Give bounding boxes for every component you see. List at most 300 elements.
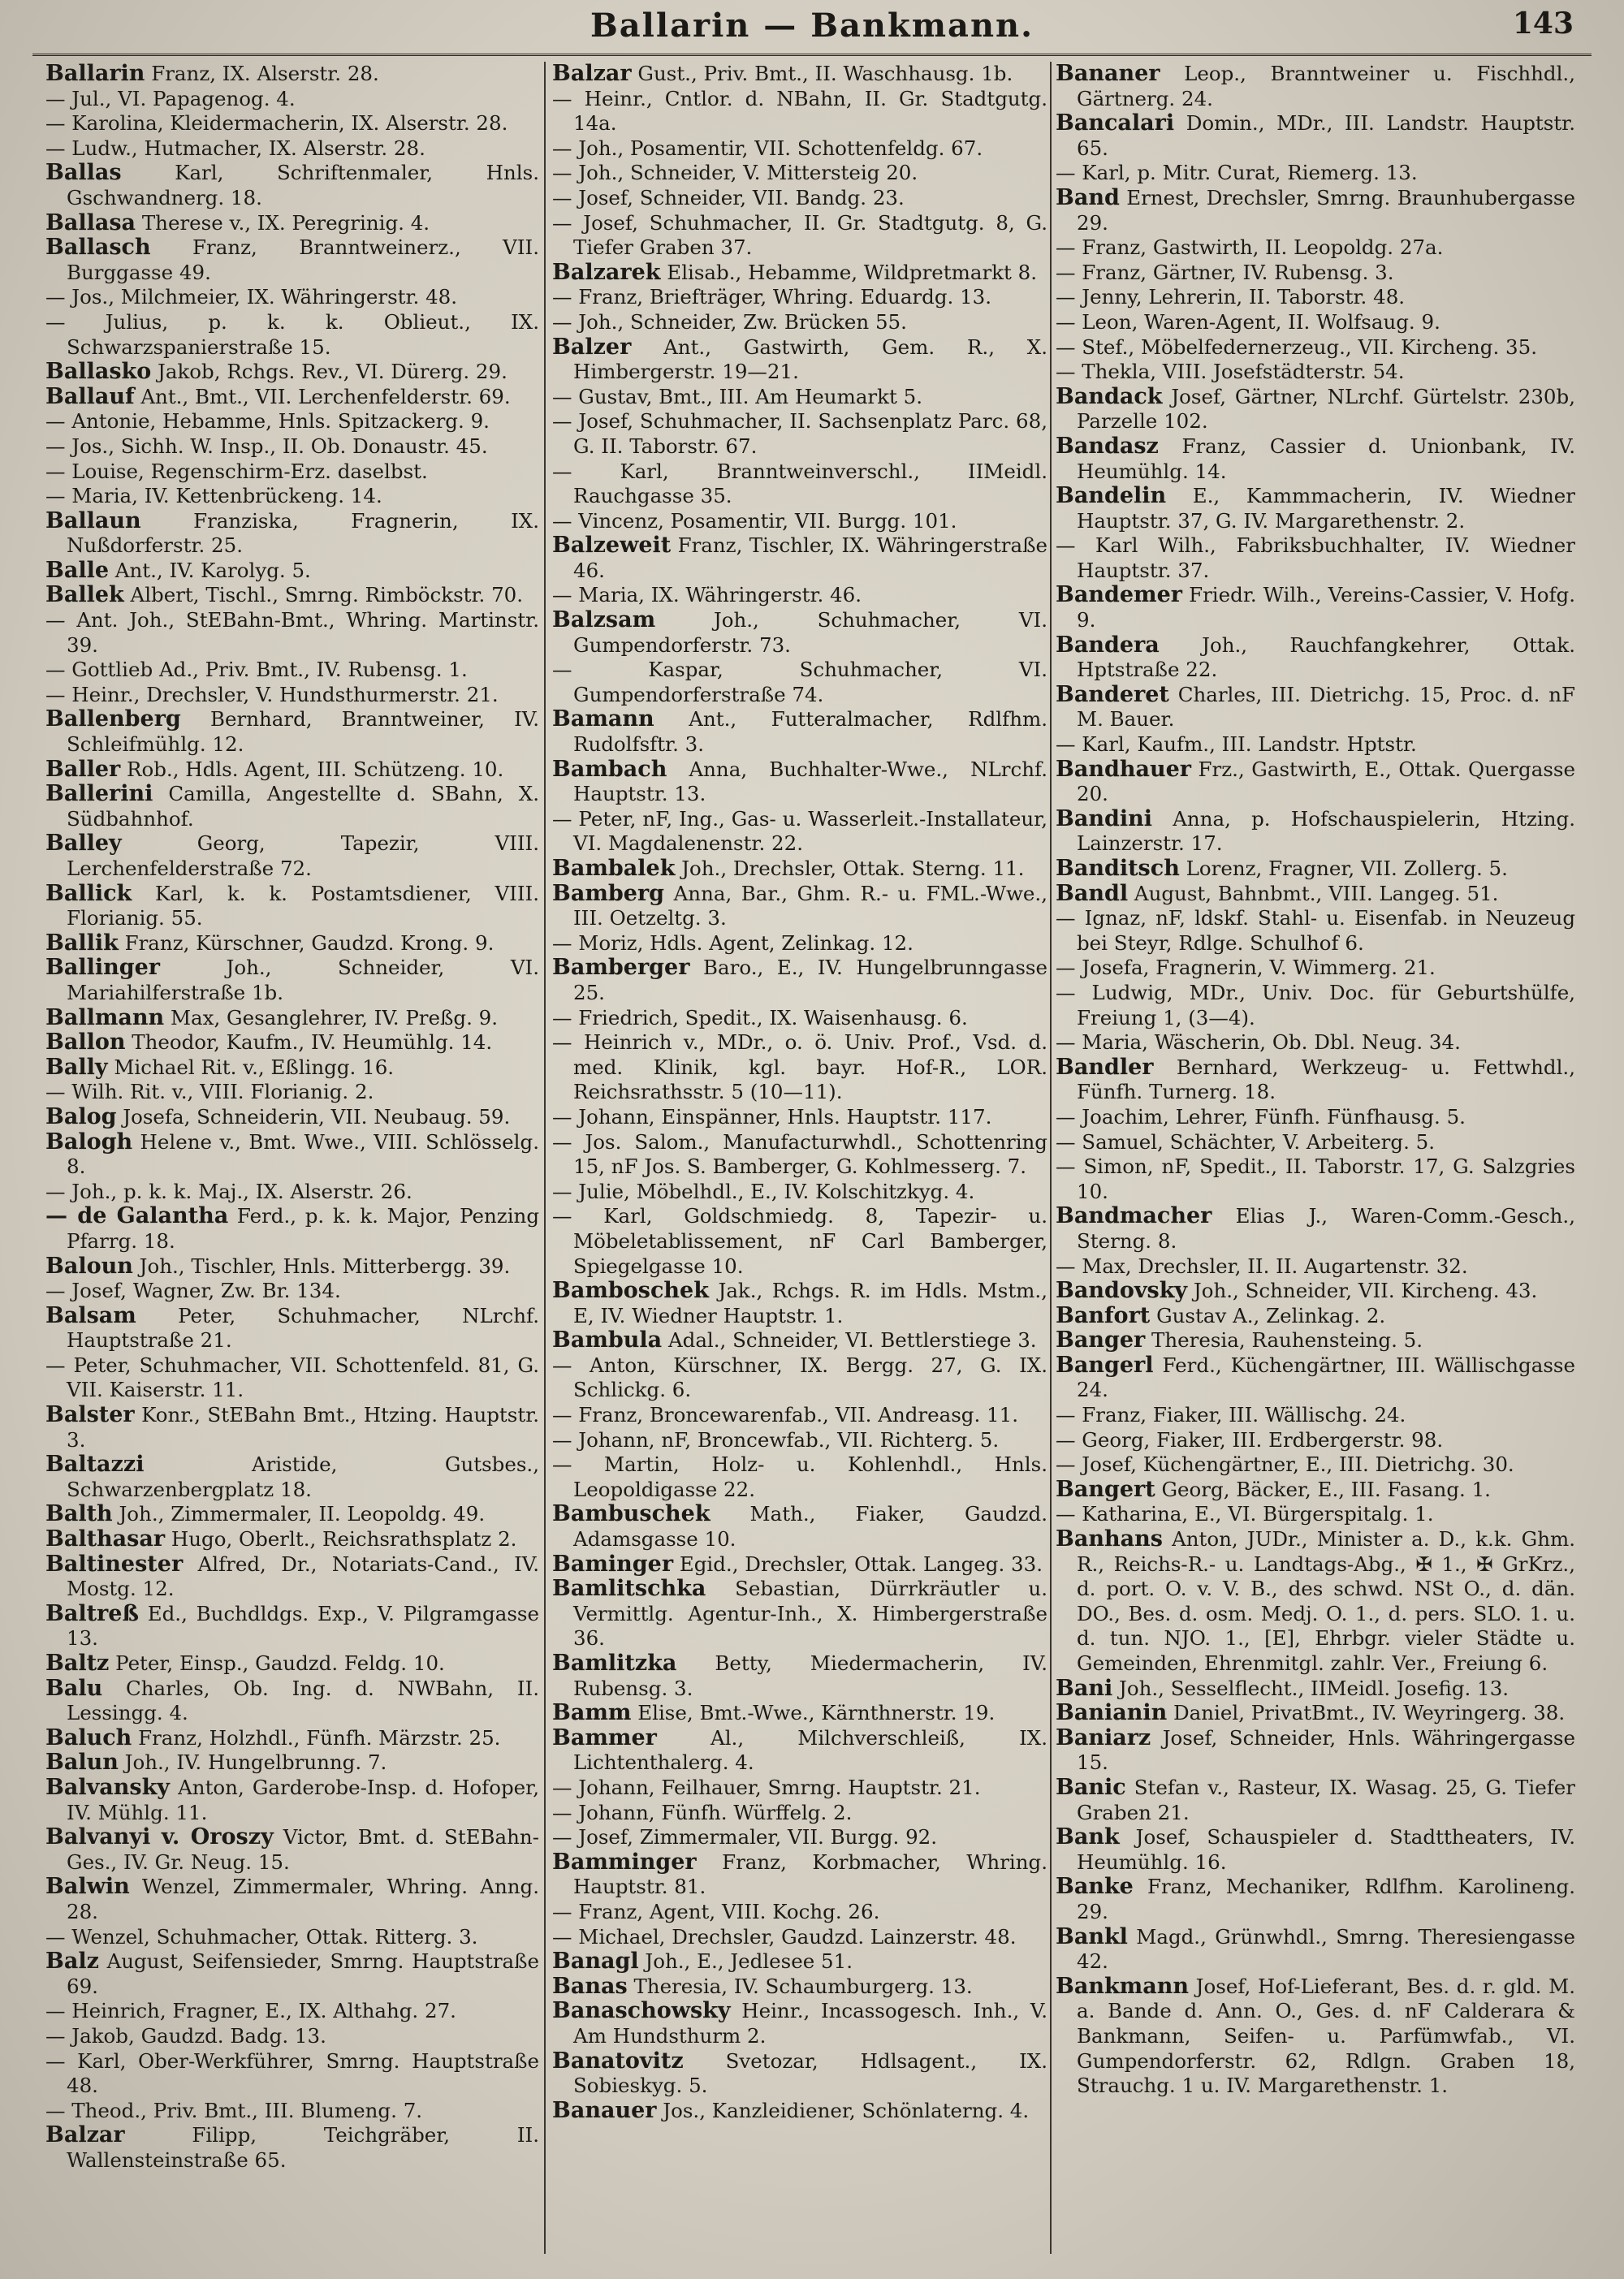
- directory-entry: [552, 707, 1047, 757]
- entry-surname: Balzarek: [552, 259, 661, 285]
- entry-details: — Joh., Posamentir, VII. Schottenfeldg. 67.: [552, 136, 983, 160]
- entry-details: — Ignaz, nF, ldskf. Stahl- u. Eisenfab. in Neuzeug bei Steyr, Rdlge. Schulhof 6.: [1056, 906, 1575, 955]
- entry-surname: Balogh: [45, 1129, 133, 1155]
- entry-surname: Baltinester: [45, 1551, 184, 1577]
- directory-entry: [1056, 583, 1575, 632]
- entry-details: — Theod., Priv. Bmt., III. Blumeng. 7.: [45, 2098, 423, 2122]
- column-2: [552, 62, 1047, 2254]
- directory-entry: [45, 460, 539, 485]
- entry-details: Jos., Kanzleidiener, Schönlaterng. 4.: [656, 2098, 1030, 2122]
- directory-entry: [552, 509, 1047, 534]
- entry-surname: Bandmacher: [1056, 1203, 1212, 1229]
- entry-details: — Heinr., Drechsler, V. Hundsthurmerstr. 21.: [45, 682, 499, 706]
- entry-details: Daniel, PrivatBmt., IV. Weyringerg. 38.: [1167, 1701, 1566, 1725]
- entry-details: — Heinrich v., MDr., o. ö. Univ. Prof., Vsd. d. med. Klinik, kgl. bayr. Hof-R., LOR. Reichsrathsstr. 5 (10—11).: [552, 1030, 1047, 1104]
- entry-details: Joh., IV. Hungelbrunng. 7.: [118, 1750, 387, 1775]
- entry-details: — Ludwig, MDr., Univ. Doc. für Geburtshülfe, Freiung 1, (3—4).: [1056, 980, 1575, 1029]
- directory-entry: [45, 882, 539, 931]
- entry-details: Elisab., Hebamme, Wildpretmarkt 8.: [660, 260, 1038, 284]
- entry-surname: Banfort: [1056, 1302, 1151, 1328]
- directory-entry: [45, 310, 539, 360]
- entry-details: — Karl Wilh., Fabriksbuchhalter, IV. Wiedner Hauptstr. 37.: [1056, 533, 1575, 582]
- entry-surname: Baminger: [552, 1551, 674, 1577]
- directory-entry: [1056, 111, 1575, 161]
- entry-surname: Bambuschek: [552, 1501, 710, 1527]
- directory-entry: [1056, 981, 1575, 1030]
- entry-details: — Johann, Feilhauer, Smrng. Hauptstr. 21.: [552, 1775, 981, 1799]
- entry-details: Alfred, Dr., Notariats-Cand., IV. Mostg. 12.: [67, 1552, 539, 1601]
- directory-entry: [552, 1801, 1047, 1826]
- directory-entry: [1056, 1701, 1575, 1726]
- directory-entry: [552, 758, 1047, 807]
- entry-details: — Simon, nF, Spedit., II. Taborstr. 17, G. Salzgries 10.: [1056, 1155, 1575, 1203]
- directory-entry: [45, 1825, 539, 1875]
- entry-details: E., Kammmacherin, IV. Wiedner Hauptstr. 37, G. IV. Margarethenstr. 2.: [1077, 484, 1575, 533]
- entry-details: — Maria, Wäscherin, Ob. Dbl. Neug. 34.: [1056, 1030, 1461, 1055]
- directory-entry: [1056, 1055, 1575, 1105]
- header-rule: [32, 54, 1592, 56]
- entry-surname: Ballasch: [45, 235, 151, 261]
- entry-details: Theodor, Kaufm., IV. Heumühlg. 14.: [125, 1030, 493, 1055]
- entry-surname: Balzeweit: [552, 533, 672, 559]
- entry-surname: Balvanyi v. Oroszy: [45, 1824, 274, 1850]
- entry-details: — Joachim, Lehrer, Fünfh. Fünfhausg. 5.: [1056, 1104, 1466, 1129]
- entry-surname: Balley: [45, 831, 122, 857]
- directory-entry: [1056, 1304, 1575, 1329]
- entry-surname: Balster: [45, 1402, 135, 1428]
- directory-entry: [1056, 533, 1575, 583]
- directory-entry: [552, 1180, 1047, 1205]
- directory-entry: [45, 1776, 539, 1825]
- entry-details: — Julius, p. k. k. Oblieut., IX. Schwarzspanierstraße 15.: [45, 309, 539, 359]
- directory-entry: [552, 1428, 1047, 1453]
- directory-entry: [45, 1304, 539, 1353]
- entry-surname: Banditsch: [1056, 856, 1180, 881]
- directory-entry: [1056, 1452, 1575, 1478]
- directory-entry: [552, 1452, 1047, 1502]
- directory-entry: [45, 2049, 539, 2099]
- entry-surname: Bamboschek: [552, 1278, 709, 1304]
- entry-surname: Bandovsky: [1056, 1278, 1188, 1304]
- directory-entry: [1056, 1204, 1575, 1254]
- entry-details: — Jos., Sichh. W. Insp., II. Ob. Donaustr. 45.: [45, 434, 488, 458]
- directory-entry: [45, 111, 539, 136]
- directory-entry: [1056, 1030, 1575, 1055]
- entry-details: — Friedrich, Spedit., IX. Waisenhausg. 6.: [552, 1005, 968, 1029]
- directory-entry: [45, 583, 539, 608]
- entry-details: Max, Gesanglehrer, IV. Preßg. 9.: [164, 1005, 499, 1029]
- entry-details: — Katharina, E., VI. Bürgerspitalg. 1.: [1056, 1502, 1434, 1526]
- directory-entry: [552, 1105, 1047, 1130]
- entry-details: Anna, Buchhalter-Wwe., NLrchf. Hauptstr. 13.: [573, 757, 1047, 806]
- entry-details: Karl, k. k. Postamtsdiener, VIII. Florianig. 55.: [67, 881, 539, 930]
- entry-surname: Ballas: [45, 160, 122, 186]
- entry-details: Theresia, Rauhensteing. 5.: [1145, 1328, 1423, 1353]
- directory-entry: [1056, 385, 1575, 434]
- entry-details: Adal., Schneider, VI. Bettlerstiege 3.: [662, 1328, 1037, 1353]
- entry-details: — Peter, Schuhmacher, VII. Schottenfeld. 81, G. VII. Kaiserstr. 11.: [45, 1353, 539, 1402]
- entry-details: — Gustav, Bmt., III. Am Heumarkt 5.: [552, 384, 922, 408]
- entry-details: Joh., Schuhmacher, VI. Gumpendorferstr. 73.: [573, 608, 1047, 657]
- directory-entry: [552, 583, 1047, 608]
- entry-details: Ant., IV. Karolyg. 5.: [109, 558, 311, 582]
- entry-details: — Jul., VI. Papagenog. 4.: [45, 86, 296, 110]
- entry-details: — Franz, Agent, VIII. Kochg. 26.: [552, 1899, 880, 1923]
- directory-entry: [552, 1975, 1047, 2000]
- directory-entry: [1056, 310, 1575, 335]
- directory-entry: [1056, 1155, 1575, 1204]
- directory-entry: [45, 1403, 539, 1452]
- directory-entry: [1056, 161, 1575, 186]
- directory-entry: [45, 1602, 539, 1651]
- entry-surname: Ballek: [45, 582, 124, 608]
- entry-details: — Samuel, Schächter, V. Arbeiterg. 5.: [1056, 1129, 1436, 1154]
- entry-details: — Karl, Branntweinverschl., IIMeidl. Rauchgasse 35.: [552, 459, 1047, 508]
- entry-details: Ferd., Küchengärtner, III. Wällischgasse 24.: [1077, 1353, 1575, 1402]
- directory-entry: [45, 1999, 539, 2024]
- entry-details: Betty, Miedermacherin, IV. Rubensg. 3.: [573, 1651, 1047, 1700]
- entry-surname: Ballasa: [45, 209, 136, 235]
- entry-details: Franziska, Fragnerin, IX. Nußdorferstr. 25.: [67, 508, 539, 558]
- page-number: 143: [1512, 6, 1574, 41]
- directory-entry: [45, 385, 539, 410]
- entry-details: — Josef, Zimmermaler, VII. Burgg. 92.: [552, 1825, 938, 1850]
- entry-details: — Max, Drechsler, II. II. Augartenstr. 32.: [1056, 1254, 1468, 1278]
- entry-details: Joh., Tischler, Hnls. Mitterbergg. 39.: [132, 1254, 511, 1278]
- entry-details: August, Seifensieder, Smrng. Hauptstraße 69.: [67, 1949, 539, 1998]
- entry-details: Camilla, Angestellte d. SBahn, X. Südbahnhof.: [67, 782, 539, 831]
- directory-entry: [45, 211, 539, 236]
- directory-entry: [552, 285, 1047, 310]
- entry-details: — Maria, IV. Kettenbrückeng. 14.: [45, 484, 382, 508]
- entry-details: Lorenz, Fragner, VII. Zollerg. 5.: [1179, 857, 1508, 880]
- entry-details: Anton, Garderobe-Insp. d. Hofoper, IV. Mühlg. 11.: [67, 1775, 539, 1824]
- directory-entry: [45, 285, 539, 310]
- entry-surname: Bani: [1056, 1675, 1113, 1701]
- entry-details: Egid., Drechsler, Ottak. Langeg. 33.: [673, 1552, 1043, 1576]
- directory-entry: [1056, 633, 1575, 683]
- directory-entry: [552, 807, 1047, 857]
- directory-entry: [552, 956, 1047, 1005]
- entry-details: Joh., Rauchfangkehrer, Ottak. Hptstraße 22.: [1077, 632, 1575, 682]
- entry-details: — Louise, Regenschirm-Erz. daselbst.: [45, 459, 428, 483]
- entry-details: Aristide, Gutsbes., Schwarzenbergplatz 18.: [67, 1452, 539, 1501]
- directory-entry: [552, 1030, 1047, 1105]
- directory-entry: [1056, 1776, 1575, 1825]
- entry-surname: Balz: [45, 1949, 99, 1975]
- entry-details: Anna, p. Hofschauspielerin, Htzing. Lainzerstr. 17.: [1077, 806, 1575, 856]
- directory-entry: [45, 956, 539, 1005]
- entry-surname: Balog: [45, 1103, 117, 1129]
- directory-entry: [1056, 1502, 1575, 1527]
- directory-entry: [45, 1527, 539, 1552]
- entry-details: Ant., Futteralmacher, Rdlfhm. Rudolfsftr. 3.: [573, 707, 1047, 757]
- entry-surname: Baltreß: [45, 1600, 139, 1626]
- entry-surname: Ballik: [45, 930, 119, 956]
- entry-details: — Josef, Küchengärtner, E., III. Dietrichg. 30.: [1056, 1452, 1514, 1477]
- entry-details: — Karolina, Kleidermacherin, IX. Alserstr. 28.: [45, 111, 508, 136]
- entry-details: — Leon, Waren-Agent, II. Wolfsaug. 9.: [1056, 309, 1440, 334]
- entry-surname: Ballaun: [45, 507, 141, 533]
- directory-entry: [552, 2049, 1047, 2099]
- entry-details: Franz, IX. Alserstr. 28.: [145, 62, 379, 85]
- directory-entry: [1056, 285, 1575, 310]
- entry-details: Domin., MDr., III. Landstr. Hauptstr. 65.: [1077, 111, 1575, 160]
- entry-details: Josef, Schauspieler d. Stadttheaters, IV. Heumühlg. 16.: [1077, 1825, 1575, 1874]
- directory-entry: [1056, 956, 1575, 981]
- entry-surname: Bandini: [1056, 805, 1152, 831]
- entry-details: — Jos. Salom., Manufacturwhdl., Schottenring 15, nF Jos. S. Bamberger, G. Kohlmesserg. 7.: [552, 1129, 1047, 1179]
- entry-details: — Kaspar, Schuhmacher, VI. Gumpendorferstraße 74.: [552, 658, 1047, 706]
- entry-surname: Bananer: [1056, 62, 1160, 86]
- directory-entry: [552, 261, 1047, 286]
- directory-entry: [552, 1006, 1047, 1031]
- entry-details: Ernest, Drechsler, Smrng. Braunhubergasse 29.: [1077, 185, 1575, 235]
- entry-surname: Baltz: [45, 1651, 110, 1676]
- directory-entry: [45, 831, 539, 881]
- directory-entry: [1056, 1875, 1575, 1924]
- directory-entry: [552, 1825, 1047, 1850]
- directory-entry: [552, 1552, 1047, 1578]
- directory-entry: [45, 1925, 539, 1950]
- entry-surname: Bangerl: [1056, 1352, 1154, 1378]
- entry-details: Peter, Schuhmacher, NLrchf. Hauptstraße 21.: [67, 1303, 539, 1353]
- entry-details: August, Bahnbmt., VIII. Langeg. 51.: [1128, 881, 1499, 905]
- directory-entry: [552, 211, 1047, 261]
- directory-entry: [45, 608, 539, 658]
- column-3: [1056, 62, 1575, 2254]
- entry-details: — Karl, Goldschmiedg. 8, Tapezir- u. Möbeletablissement, nF Carl Bamberger, Spiegelgasse 10.: [552, 1204, 1047, 1278]
- entry-surname: Bankl: [1056, 1923, 1128, 1949]
- entry-details: — Franz, Broncewarenfab., VII. Andreasg. 11.: [552, 1403, 1019, 1427]
- directory-entry: [1056, 1925, 1575, 1975]
- entry-details: — Joh., Schneider, Zw. Brücken 55.: [552, 309, 907, 334]
- directory-entry: [552, 1279, 1047, 1328]
- directory-entry: [1056, 807, 1575, 857]
- entry-surname: Bamlitschka: [552, 1576, 706, 1602]
- entry-details: — Josef, Schneider, VII. Bandg. 23.: [552, 185, 905, 209]
- directory-entry: [552, 1577, 1047, 1651]
- directory-entry: [45, 1949, 539, 1999]
- directory-entry: [45, 658, 539, 683]
- directory-entry: [45, 161, 539, 210]
- directory-entry: [45, 1105, 539, 1130]
- entry-details: Albert, Tischl., Smrng. Rimböckstr. 70.: [123, 583, 524, 607]
- entry-details: — Vincenz, Posamentir, VII. Burgg. 101.: [552, 508, 957, 533]
- directory-entry: [45, 931, 539, 956]
- entry-details: Rob., Hdls. Agent, III. Schützeng. 10.: [120, 757, 504, 781]
- entry-details: Josefa, Schneiderin, VII. Neubaug. 59.: [116, 1104, 511, 1129]
- directory-entry: [45, 559, 539, 584]
- page-header-title: Ballarin — Bankmann.: [590, 6, 1034, 45]
- entry-surname: Banagl: [552, 1949, 639, 1975]
- entry-surname: Bally: [45, 1054, 108, 1080]
- entry-surname: Balzer: [552, 334, 632, 360]
- entry-details: — Gottlieb Ad., Priv. Bmt., IV. Rubensg. 1.: [45, 658, 468, 682]
- directory-entry: [45, 1875, 539, 1924]
- entry-surname: Bambula: [552, 1327, 663, 1353]
- entry-details: Joh., Schneider, VII. Kircheng. 43.: [1187, 1279, 1538, 1303]
- directory-entry: [1056, 360, 1575, 385]
- directory-entry: [552, 1999, 1047, 2048]
- directory-entry: [45, 707, 539, 757]
- entry-surname: Bandera: [1056, 632, 1160, 658]
- entry-details: Konr., StEBahn Bmt., Htzing. Hauptstr. 3.: [67, 1403, 539, 1452]
- directory-entry: [1056, 1328, 1575, 1353]
- entry-details: — Heinr., Cntlor. d. NBahn, II. Gr. Stadtgutg. 14a.: [552, 86, 1047, 136]
- entry-surname: Balsam: [45, 1302, 136, 1328]
- directory-entry: [552, 658, 1047, 707]
- directory-entry: [552, 385, 1047, 410]
- entry-surname: Bamberg: [552, 880, 665, 906]
- directory-entry: [1056, 732, 1575, 758]
- entry-surname: Banke: [1056, 1874, 1134, 1900]
- entry-surname: Banderet: [1056, 681, 1169, 707]
- entry-details: — Stef., Möbelfedernerzeug., VII. Kircheng. 35.: [1056, 335, 1537, 359]
- directory-entry: [1056, 1353, 1575, 1403]
- entry-surname: Banatovitz: [552, 2048, 684, 2074]
- entry-details: — Georg, Fiaker, III. Erdbergerstr. 98.: [1056, 1427, 1444, 1452]
- entry-surname: Ballmann: [45, 1004, 165, 1030]
- entry-surname: Bambach: [552, 756, 667, 782]
- directory-entry: [1056, 1428, 1575, 1453]
- entry-details: — Johann, Einspänner, Hnls. Hauptstr. 117.: [552, 1104, 992, 1129]
- entry-surname: Bamberger: [552, 955, 690, 981]
- entry-surname: Baluch: [45, 1724, 132, 1750]
- entry-details: — Karl, p. Mitr. Curat, Riemerg. 13.: [1056, 161, 1418, 185]
- entry-details: Hugo, Oberlt., Reichsrathsplatz 2.: [165, 1527, 517, 1552]
- column-divider: [544, 62, 546, 2254]
- entry-surname: Balth: [45, 1501, 113, 1527]
- directory-entry: [552, 1204, 1047, 1279]
- entry-details: Franz, Korbmacher, Whring. Hauptstr. 81.: [573, 1850, 1047, 1899]
- entry-details: — Josefa, Fragnerin, V. Wimmerg. 21.: [1056, 956, 1436, 980]
- entry-details: Ant., Gastwirth, Gem. R., X. Himbergerstr. 19—21.: [573, 335, 1047, 384]
- directory-entry: [552, 1925, 1047, 1950]
- entry-surname: Banauer: [552, 2097, 657, 2123]
- entry-details: Franz, Branntweinerz., VII. Burggasse 49.: [67, 235, 539, 284]
- entry-surname: Bancalari: [1056, 110, 1175, 136]
- entry-surname: Ballinger: [45, 955, 160, 981]
- entry-details: Josef, Hof-Lieferant, Bes. d. r. gld. M. a. Bande d. Ann. O., Ges. d. nF Calderara & Bankmann, Seifen- u. Parfümwfab., VI. Gumpendorferstr. 62, Rdlgn. Graben 18, Strauchg. 1 u. IV. Margarethenstr. 1.: [1077, 1974, 1575, 2098]
- entry-details: — Franz, Gärtner, IV. Rubensg. 3.: [1056, 260, 1394, 284]
- directory-entry: [1056, 758, 1575, 807]
- directory-entry: [45, 1180, 539, 1205]
- entry-details: Stefan v., Rasteur, IX. Wasag. 25, G. Tiefer Graben 21.: [1077, 1775, 1575, 1824]
- entry-surname: Bandl: [1056, 880, 1129, 906]
- entry-details: — Franz, Fiaker, III. Wällischg. 24.: [1056, 1403, 1406, 1427]
- directory-entry: [552, 136, 1047, 162]
- directory-entry: [552, 1502, 1047, 1552]
- directory-entry: [552, 1651, 1047, 1701]
- directory-entry: [1056, 1279, 1575, 1304]
- entry-details: Jak., Rchgs. R. im Hdls. Mstm., E, IV. Wiedner Hauptstr. 1.: [573, 1279, 1047, 1327]
- entry-details: Theresia, IV. Schaumburgerg. 13.: [627, 1974, 973, 1998]
- entry-details: — Jakob, Gaudzd. Badg. 13.: [45, 2023, 326, 2048]
- entry-details: — Josef, Wagner, Zw. Br. 134.: [45, 1279, 341, 1303]
- entry-details: Elise, Bmt.-Wwe., Kärnthnerstr. 19.: [631, 1701, 996, 1725]
- entry-surname: Ballasko: [45, 359, 152, 385]
- entry-details: — Martin, Holz- u. Kohlenhdl., Hnls. Leopoldigasse 22.: [552, 1452, 1047, 1501]
- directory-entry: [552, 1403, 1047, 1428]
- entry-details: — Thekla, VIII. Josefstädterstr. 54.: [1056, 360, 1405, 384]
- entry-surname: Bangert: [1056, 1476, 1155, 1502]
- entry-details: — Peter, nF, Ing., Gas- u. Wasserleit.-Installateur, VI. Magdalenenstr. 22.: [552, 806, 1047, 856]
- directory-entry: [552, 882, 1047, 931]
- entry-details: Gust., Priv. Bmt., II. Waschhausg. 1b.: [631, 62, 1013, 85]
- directory-entry: [45, 87, 539, 112]
- entry-surname: Bandasz: [1056, 433, 1159, 459]
- directory-entry: [45, 1353, 539, 1403]
- entry-surname: Balu: [45, 1675, 103, 1701]
- directory-entry: [552, 1328, 1047, 1353]
- entry-details: Ant., Bmt., VII. Lerchenfelderstr. 69.: [134, 384, 511, 408]
- directory-entry: [45, 782, 539, 831]
- entry-surname: Baltazzi: [45, 1452, 145, 1478]
- directory-entry: [1056, 1527, 1575, 1677]
- entry-surname: Bandler: [1056, 1054, 1154, 1080]
- entry-surname: Banianin: [1056, 1700, 1168, 1726]
- entry-details: — Karl, Ober-Werkführer, Smrng. Hauptstraße 48.: [45, 2048, 539, 2098]
- entry-details: Frz., Gastwirth, E., Ottak. Quergasse 20.: [1077, 757, 1575, 806]
- entry-details: Jakob, Rchgs. Rev., VI. Dürerg. 29.: [151, 360, 508, 384]
- entry-surname: Ballenberg: [45, 706, 181, 732]
- directory-entry: [1056, 335, 1575, 360]
- entry-surname: Ballauf: [45, 383, 135, 409]
- directory-entry: [552, 1949, 1047, 1975]
- directory-entry: [45, 1006, 539, 1031]
- directory-entry: [1056, 1825, 1575, 1875]
- entry-details: — Josef, Schuhmacher, II. Sachsenplatz Parc. 68, G. II. Taborstr. 67.: [552, 409, 1047, 458]
- entry-surname: Bandhauer: [1056, 756, 1191, 782]
- directory-entry: [552, 335, 1047, 385]
- directory-entry: [552, 62, 1047, 87]
- entry-details: Josef, Gärtner, NLrchf. Gürtelstr. 230b, Parzelle 102.: [1077, 384, 1575, 434]
- entry-details: Filipp, Teichgräber, II. Wallensteinstraße 65.: [67, 2123, 539, 2172]
- entry-details: Sebastian, Dürrkräutler u. Vermittlg. Agentur-Inh., X. Himbergerstraße 36.: [573, 1577, 1047, 1651]
- entry-details: — Julie, Möbelhdl., E., IV. Kolschitzkyg. 4.: [552, 1179, 975, 1203]
- entry-details: Svetozar, Hdlsagent., IX. Sobieskyg. 5.: [573, 2048, 1047, 2098]
- entry-details: Al., Milchverschleiß, IX. Lichtenthalerg. 4.: [573, 1725, 1047, 1775]
- entry-details: Leop., Branntweiner u. Fischhdl., Gärtnerg. 24.: [1077, 62, 1575, 110]
- entry-details: Friedr. Wilh., Vereins-Cassier, V. Hofg. 9.: [1077, 583, 1575, 632]
- entry-details: Anna, Bar., Ghm. R.- u. FML.-Wwe., III. Oetzeltg. 3.: [573, 881, 1047, 930]
- directory-entry: [552, 310, 1047, 335]
- entry-surname: Balthasar: [45, 1526, 166, 1552]
- entry-details: Franz, Kürschner, Gaudzd. Krong. 9.: [118, 930, 495, 955]
- entry-details: Franz, Cassier d. Unionbank, IV. Heumühlg. 14.: [1077, 434, 1575, 483]
- directory-entry: [1056, 484, 1575, 533]
- directory-entry: [552, 409, 1047, 459]
- directory-entry: [45, 484, 539, 509]
- directory-entry: [45, 1080, 539, 1105]
- directory-entry: [45, 509, 539, 559]
- directory-entry: [45, 1130, 539, 1180]
- entry-details: Peter, Einsp., Gaudzd. Feldg. 10.: [109, 1651, 445, 1675]
- entry-details: Franz, Tischler, IX. Währingerstraße 46.: [573, 533, 1047, 582]
- entry-surname: Ballick: [45, 880, 132, 906]
- directory-entry: [552, 1900, 1047, 1925]
- entry-details: — Heinrich, Fragner, E., IX. Althahg. 27.: [45, 1999, 456, 2023]
- entry-details: — Joh., Schneider, V. Mittersteig 20.: [552, 161, 918, 185]
- column-divider: [1050, 62, 1052, 2254]
- entry-details: — Karl, Kaufm., III. Landstr. Hptstr.: [1056, 732, 1417, 757]
- directory-entry: [552, 1353, 1047, 1403]
- directory-entry: [45, 409, 539, 434]
- entry-details: Gustav A., Zelinkag. 2.: [1150, 1303, 1386, 1327]
- entry-details: Math., Fiaker, Gaudzd. Adamsgasse 10.: [573, 1502, 1047, 1552]
- directory-entry: [45, 1502, 539, 1527]
